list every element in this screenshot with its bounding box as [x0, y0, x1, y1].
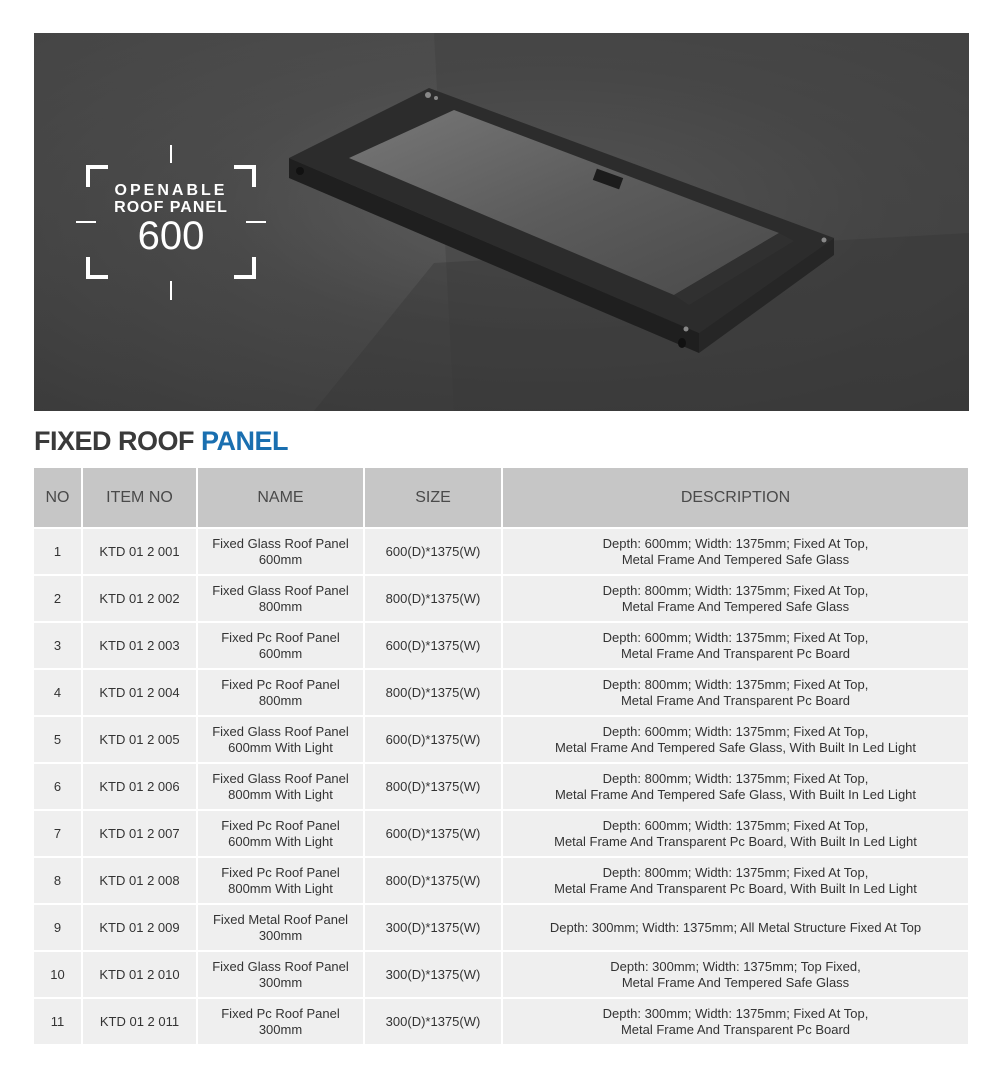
cell-no: 10	[34, 951, 82, 998]
cell-item-no: KTD 01 2 011	[82, 998, 197, 1044]
header-item-no: ITEM NO	[82, 468, 197, 528]
table-header-row	[34, 468, 968, 528]
cell-description: Depth: 600mm; Width: 1375mm; Fixed At Top, Metal Frame And Transparent Pc Board	[502, 622, 968, 669]
cell-no: 4	[34, 669, 82, 716]
header-description: DESCRIPTION	[502, 468, 968, 528]
cell-no: 8	[34, 857, 82, 904]
table-row	[34, 810, 968, 857]
table-row	[34, 669, 968, 716]
section-title	[34, 424, 288, 458]
cell-item-no: KTD 01 2 009	[82, 904, 197, 951]
cell-size: 600(D)*1375(W)	[364, 716, 502, 763]
table-row	[34, 528, 968, 575]
cell-no: 1	[34, 528, 82, 575]
cell-size: 800(D)*1375(W)	[364, 669, 502, 716]
cell-description: Depth: 800mm; Width: 1375mm; Fixed At Top, Metal Frame And Transparent Pc Board	[502, 669, 968, 716]
section-title-main: FIXED ROOF	[34, 426, 202, 456]
cell-size: 600(D)*1375(W)	[364, 528, 502, 575]
cell-item-no: KTD 01 2 006	[82, 763, 197, 810]
cell-description: Depth: 300mm; Width: 1375mm; All Metal Structure Fixed At Top	[502, 904, 968, 951]
cell-name: Fixed Pc Roof Panel 800mm With Light	[197, 857, 364, 904]
cell-size: 800(D)*1375(W)	[364, 575, 502, 622]
cell-size: 300(D)*1375(W)	[364, 998, 502, 1044]
cell-description: Depth: 600mm; Width: 1375mm; Fixed At Top, Metal Frame And Tempered Safe Glass	[502, 528, 968, 575]
table-row	[34, 857, 968, 904]
badge-line-roof-panel: ROOF PANEL	[114, 199, 228, 216]
cell-description: Depth: 800mm; Width: 1375mm; Fixed At Top, Metal Frame And Tempered Safe Glass, With Built In Led Light	[502, 763, 968, 810]
openable-roof-panel-badge	[76, 145, 266, 300]
table-row	[34, 622, 968, 669]
cell-description: Depth: 800mm; Width: 1375mm; Fixed At Top, Metal Frame And Tempered Safe Glass	[502, 575, 968, 622]
cell-no: 2	[34, 575, 82, 622]
table-row	[34, 904, 968, 951]
table-row	[34, 951, 968, 998]
table-row	[34, 998, 968, 1044]
cell-name: Fixed Pc Roof Panel 600mm With Light	[197, 810, 364, 857]
cell-size: 600(D)*1375(W)	[364, 810, 502, 857]
cell-size: 300(D)*1375(W)	[364, 951, 502, 998]
cell-description: Depth: 300mm; Width: 1375mm; Top Fixed, Metal Frame And Tempered Safe Glass	[502, 951, 968, 998]
cell-item-no: KTD 01 2 005	[82, 716, 197, 763]
badge-line-size: 600	[137, 214, 205, 258]
cell-item-no: KTD 01 2 004	[82, 669, 197, 716]
cell-no: 5	[34, 716, 82, 763]
header-size: SIZE	[364, 468, 502, 528]
cell-size: 600(D)*1375(W)	[364, 622, 502, 669]
spec-table	[34, 468, 968, 1044]
cell-no: 3	[34, 622, 82, 669]
cell-description: Depth: 600mm; Width: 1375mm; Fixed At Top, Metal Frame And Tempered Safe Glass, With Built In Led Light	[502, 716, 968, 763]
cell-no: 6	[34, 763, 82, 810]
badge-line-openable: OPENABLE	[114, 182, 228, 199]
cell-item-no: KTD 01 2 008	[82, 857, 197, 904]
cell-size: 800(D)*1375(W)	[364, 857, 502, 904]
table-row	[34, 575, 968, 622]
cell-description: Depth: 600mm; Width: 1375mm; Fixed At Top, Metal Frame And Transparent Pc Board, With Built In Led Light	[502, 810, 968, 857]
table-row	[34, 763, 968, 810]
cell-no: 11	[34, 998, 82, 1044]
cell-no: 9	[34, 904, 82, 951]
cell-item-no: KTD 01 2 002	[82, 575, 197, 622]
section-title-accent: PANEL	[201, 426, 289, 456]
cell-description: Depth: 300mm; Width: 1375mm; Fixed At Top, Metal Frame And Transparent Pc Board	[502, 998, 968, 1044]
header-name: NAME	[197, 468, 364, 528]
header-no: NO	[34, 468, 82, 528]
cell-item-no: KTD 01 2 010	[82, 951, 197, 998]
cell-size: 300(D)*1375(W)	[364, 904, 502, 951]
cell-description: Depth: 800mm; Width: 1375mm; Fixed At Top, Metal Frame And Transparent Pc Board, With Built In Led Light	[502, 857, 968, 904]
cell-item-no: KTD 01 2 003	[82, 622, 197, 669]
cell-name: Fixed Glass Roof Panel 300mm	[197, 951, 364, 998]
cell-name: Fixed Metal Roof Panel 300mm	[197, 904, 364, 951]
hero-banner	[34, 33, 969, 411]
cell-name: Fixed Glass Roof Panel 600mm	[197, 528, 364, 575]
cell-name: Fixed Glass Roof Panel 800mm	[197, 575, 364, 622]
cell-size: 800(D)*1375(W)	[364, 763, 502, 810]
cell-name: Fixed Glass Roof Panel 600mm With Light	[197, 716, 364, 763]
cell-item-no: KTD 01 2 001	[82, 528, 197, 575]
cell-item-no: KTD 01 2 007	[82, 810, 197, 857]
cell-name: Fixed Pc Roof Panel 800mm	[197, 669, 364, 716]
table-row	[34, 716, 968, 763]
cell-name: Fixed Glass Roof Panel 800mm With Light	[197, 763, 364, 810]
cell-no: 7	[34, 810, 82, 857]
cell-name: Fixed Pc Roof Panel 600mm	[197, 622, 364, 669]
cell-name: Fixed Pc Roof Panel 300mm	[197, 998, 364, 1044]
